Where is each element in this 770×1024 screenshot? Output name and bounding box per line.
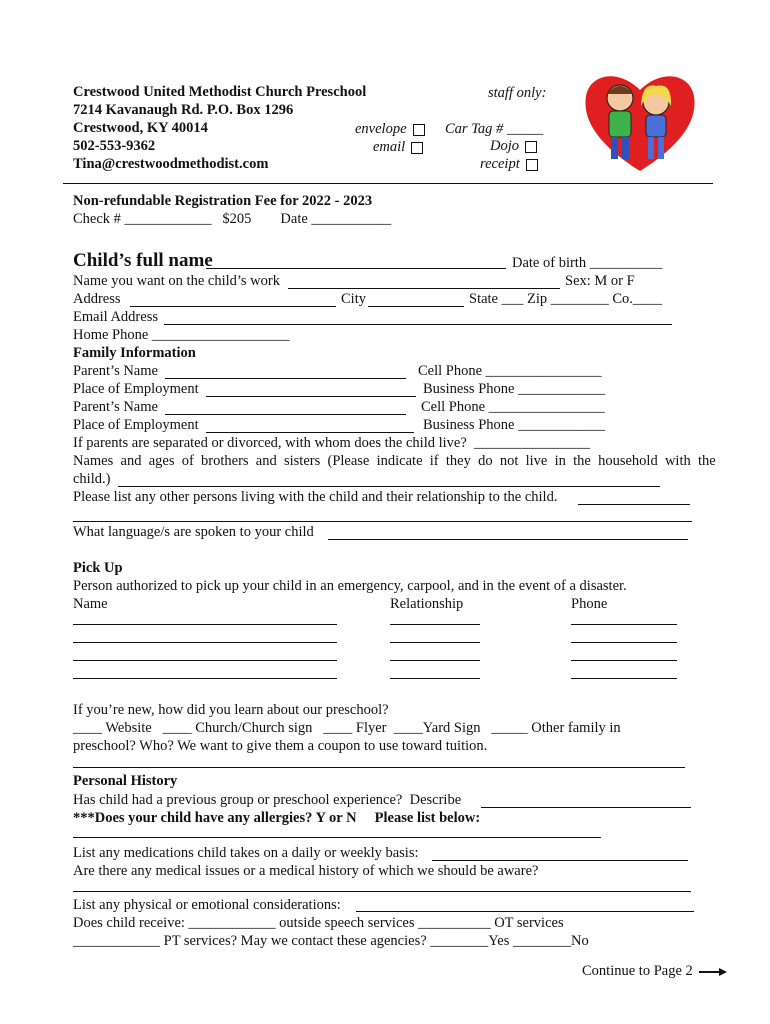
org-email: Tina@crestwoodmethodist.com	[73, 156, 269, 172]
email-label: email	[373, 139, 406, 155]
language-field[interactable]	[328, 539, 688, 540]
others-field[interactable]	[578, 504, 690, 505]
pickup-relationship-field[interactable]	[390, 642, 480, 643]
pickup-heading: Pick Up	[73, 560, 123, 576]
employment1-label: Place of Employment	[73, 381, 199, 397]
child-name-field[interactable]	[206, 268, 506, 269]
header-divider	[63, 183, 713, 184]
medical-label: Are there any medical issues or a medical history of which we should be aware?	[73, 863, 539, 879]
address-label: Address	[73, 291, 121, 307]
physical-field[interactable]	[356, 911, 694, 912]
nickname-field[interactable]	[288, 288, 560, 289]
state-zip-co-field[interactable]: State ___ Zip ________ Co.____	[469, 291, 662, 307]
email-row	[373, 138, 423, 156]
continue-note	[582, 962, 725, 980]
cell2-field[interactable]: Cell Phone ________________	[421, 399, 605, 415]
cell1-field[interactable]: Cell Phone ________________	[418, 363, 602, 379]
services-line2[interactable]: ____________ PT services? May we contact these agencies? ________Yes ________No	[73, 933, 589, 949]
parent2-field[interactable]	[165, 414, 406, 415]
parent1-field[interactable]	[165, 378, 406, 379]
receipt-checkbox[interactable]	[526, 159, 538, 171]
receipt-label: receipt	[480, 156, 520, 172]
city-field[interactable]	[368, 306, 464, 307]
heart-kids-logo-icon	[580, 66, 700, 176]
parent2-label: Parent’s Name	[73, 399, 158, 415]
car-tag-label: Car Tag # _____	[445, 121, 544, 137]
pickup-phone-field[interactable]	[571, 642, 677, 643]
home-phone-field[interactable]: Home Phone ___________________	[73, 327, 290, 343]
separated-question[interactable]: If parents are separated or divorced, with whom does the child live? ________________	[73, 435, 591, 451]
pickup-name-field[interactable]	[73, 678, 337, 679]
pickup-name-field[interactable]	[73, 660, 337, 661]
staff-only-label: staff only:	[488, 85, 547, 101]
address-field[interactable]	[130, 306, 336, 307]
physical-label: List any physical or emotional considerations:	[73, 897, 341, 913]
fee-title: Non-refundable Registration Fee for 2022 - 2023	[73, 193, 373, 209]
referral-options[interactable]: ____ Website ____ Church/Church sign ____ Flyer ____Yard Sign _____ Other family in	[73, 720, 621, 736]
allergies-field[interactable]	[73, 837, 601, 838]
pickup-relationship-field[interactable]	[390, 678, 480, 679]
family-info-heading: Family Information	[73, 345, 196, 361]
sex-field[interactable]: Sex: M or F	[565, 273, 635, 289]
siblings-field[interactable]	[118, 486, 660, 487]
employment1-field[interactable]	[206, 396, 416, 397]
dojo-label: Dojo	[490, 138, 519, 154]
envelope-label: envelope	[355, 121, 407, 137]
pickup-col-name: Name	[73, 596, 108, 612]
pickup-relationship-field[interactable]	[390, 624, 480, 625]
fee-line[interactable]: Check # ____________ $205 Date ___________	[73, 211, 392, 227]
dojo-row	[490, 137, 537, 155]
pickup-relationship-field[interactable]	[390, 660, 480, 661]
allergies-label: ***Does your child have any allergies? Y or N Please list below:	[73, 810, 481, 826]
org-phone: 502-553-9362	[73, 138, 156, 154]
pickup-name-field[interactable]	[73, 624, 337, 625]
dojo-checkbox[interactable]	[525, 141, 537, 153]
employment2-field[interactable]	[206, 432, 414, 433]
email-address-field[interactable]	[164, 324, 672, 325]
parent1-label: Parent’s Name	[73, 363, 158, 379]
child-full-name-label: Child’s full name	[73, 250, 213, 271]
siblings-question-cont: child.)	[73, 471, 111, 487]
group-experience-field[interactable]	[481, 807, 691, 808]
pickup-col-relationship: Relationship	[390, 596, 464, 612]
city-label: City	[341, 291, 366, 307]
pickup-phone-field[interactable]	[571, 660, 677, 661]
medical-field[interactable]	[73, 891, 691, 892]
language-label: What language/s are spoken to your child	[73, 524, 314, 540]
pickup-phone-field[interactable]	[571, 678, 677, 679]
referral-followup: preschool? Who? We want to give them a coupon to use toward tuition.	[73, 738, 488, 754]
group-experience-label: Has child had a previous group or preschool experience? Describe	[73, 792, 462, 808]
pickup-col-phone: Phone	[571, 596, 608, 612]
business1-field[interactable]: Business Phone ____________	[423, 381, 606, 397]
email-address-label: Email Address	[73, 309, 158, 325]
envelope-row	[355, 120, 425, 138]
medications-label: List any medications child takes on a daily or weekly basis:	[73, 845, 419, 861]
personal-history-heading: Personal History	[73, 773, 178, 789]
referral-question: If you’re new, how did you learn about our preschool?	[73, 702, 389, 718]
envelope-checkbox[interactable]	[413, 124, 425, 136]
continue-label: Continue to Page 2	[582, 963, 693, 979]
medications-field[interactable]	[432, 860, 688, 861]
receipt-row	[480, 155, 538, 173]
org-name: Crestwood United Methodist Church Preschool	[73, 84, 367, 100]
referral-field[interactable]	[73, 767, 685, 768]
nickname-label: Name you want on the child’s work	[73, 273, 280, 289]
business2-field[interactable]: Business Phone ____________	[423, 417, 606, 433]
siblings-question: Names and ages of brothers and sisters (Please indicate if they do not live in the household with the	[73, 453, 716, 469]
email-checkbox[interactable]	[411, 142, 423, 154]
org-city: Crestwood, KY 40014	[73, 120, 208, 136]
others-question: Please list any other persons living with the child and their relationship to the child.	[73, 489, 558, 505]
employment2-label: Place of Employment	[73, 417, 199, 433]
org-address: 7214 Kavanaugh Rd. P.O. Box 1296	[73, 102, 294, 118]
pickup-name-field[interactable]	[73, 642, 337, 643]
pickup-intro: Person authorized to pick up your child in an emergency, carpool, and in the event of a disaster.	[73, 578, 627, 594]
others-field-line2[interactable]	[73, 521, 692, 522]
pickup-phone-field[interactable]	[571, 624, 677, 625]
services-line1[interactable]: Does child receive: ____________ outside speech services __________ OT services	[73, 915, 564, 931]
dob-field[interactable]: Date of birth __________	[512, 255, 663, 271]
arrow-right-icon	[699, 971, 725, 973]
